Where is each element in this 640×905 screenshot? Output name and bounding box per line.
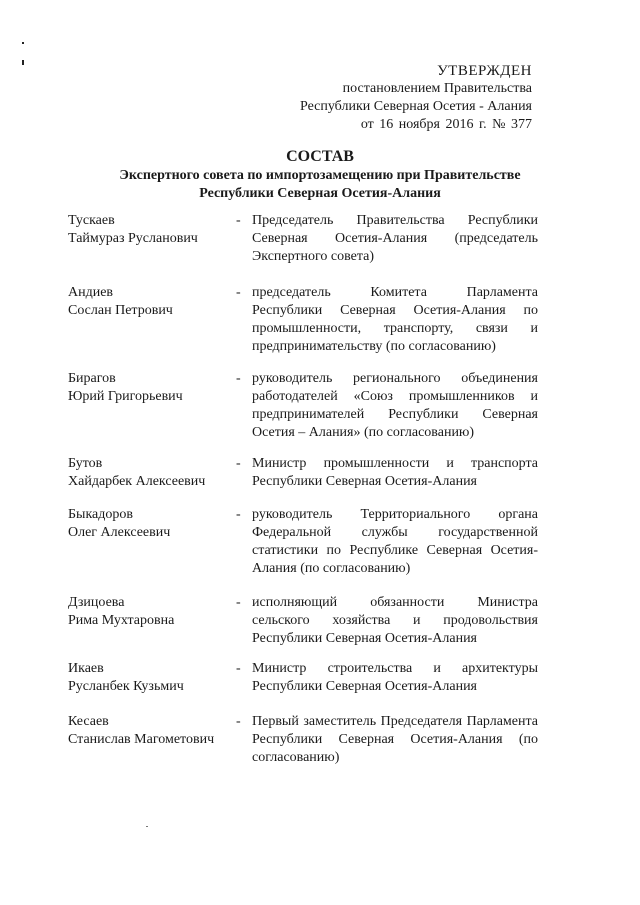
member-given-name: Русланбек Кузьмич bbox=[68, 679, 184, 694]
title-line-2: Республики Северная Осетия-Алания bbox=[199, 186, 441, 201]
member-name bbox=[68, 713, 233, 749]
member-name bbox=[68, 506, 233, 542]
member-name bbox=[68, 212, 233, 248]
member-surname: Дзицоева bbox=[68, 595, 125, 610]
approval-block bbox=[300, 62, 532, 134]
member-given-name: Рима Мухтаровна bbox=[68, 613, 175, 628]
member-dash: - bbox=[236, 456, 241, 471]
member-name bbox=[68, 594, 233, 630]
member-surname: Бутов bbox=[68, 456, 103, 471]
member-given-name: Олег Алексеевич bbox=[68, 525, 171, 540]
member-given-name: Станислав Магометович bbox=[68, 732, 215, 747]
member-name bbox=[68, 370, 233, 406]
member-role: руководитель регионального объединения работодателей «Союз промышленников и предпринимателей Республики Северная Осетия – Алания» (по согласованию) bbox=[252, 371, 538, 440]
member-dash: - bbox=[236, 714, 241, 729]
approval-date-line: от 16 ноября 2016 г. № 377 bbox=[360, 117, 532, 132]
member-role: Первый заместитель Председателя Парламента Республики Северная Осетия-Алания (по согласованию) bbox=[252, 714, 538, 765]
member-name bbox=[68, 284, 233, 320]
approval-line-2: Республики Северная Осетия - Алания bbox=[300, 99, 532, 114]
member-dash: - bbox=[236, 507, 241, 522]
member-surname: Бирагов bbox=[68, 371, 116, 386]
member-given-name: Юрий Григорьевич bbox=[68, 389, 183, 404]
title-line-1: Экспертного совета по импортозамещению при Правительстве bbox=[119, 168, 521, 183]
document-title bbox=[40, 147, 600, 203]
member-surname: Быкадоров bbox=[68, 507, 133, 522]
member-dash: - bbox=[236, 661, 241, 676]
member-surname: Кесаев bbox=[68, 714, 109, 729]
approval-line-1: постановлением Правительства bbox=[342, 81, 532, 96]
scan-mark-top bbox=[22, 42, 24, 44]
title-heading: СОСТАВ bbox=[286, 148, 354, 165]
member-dash: - bbox=[236, 595, 241, 610]
member-dash: - bbox=[236, 213, 241, 228]
member-role: исполняющий обязанности Министра сельского хозяйства и продовольствия Республики Северная Осетия-Алания bbox=[252, 595, 538, 646]
scan-mark-bottom bbox=[146, 826, 148, 827]
approval-stamp: УТВЕРЖДЕН bbox=[437, 63, 532, 79]
member-given-name: Сослан Петрович bbox=[68, 303, 173, 318]
member-name bbox=[68, 455, 233, 491]
member-given-name: Хайдарбек Алексеевич bbox=[68, 474, 206, 489]
member-role: Министр промышленности и транспорта Республики Северная Осетия-Алания bbox=[252, 456, 538, 489]
member-surname: Тускаев bbox=[68, 213, 115, 228]
member-name bbox=[68, 660, 233, 696]
member-role: Министр строительства и архитектуры Республики Северная Осетия-Алания bbox=[252, 661, 538, 694]
member-role: Председатель Правительства Республики Северная Осетия-Алания (председатель Экспертного совета) bbox=[252, 213, 538, 264]
member-role: председатель Комитета Парламента Республики Северная Осетия-Алания по промышленности, транспорту, связи и предпринимательству (по согласованию) bbox=[252, 285, 538, 354]
scan-mark-left bbox=[22, 60, 24, 65]
member-surname: Икаев bbox=[68, 661, 104, 676]
member-role: руководитель Территориального органа Федеральной службы государственной статистики по Республике Северная Осетия-Алания (по согласованию) bbox=[252, 507, 538, 576]
member-dash: - bbox=[236, 371, 241, 386]
member-surname: Андиев bbox=[68, 285, 114, 300]
member-given-name: Таймураз Русланович bbox=[68, 231, 198, 246]
member-dash: - bbox=[236, 285, 241, 300]
